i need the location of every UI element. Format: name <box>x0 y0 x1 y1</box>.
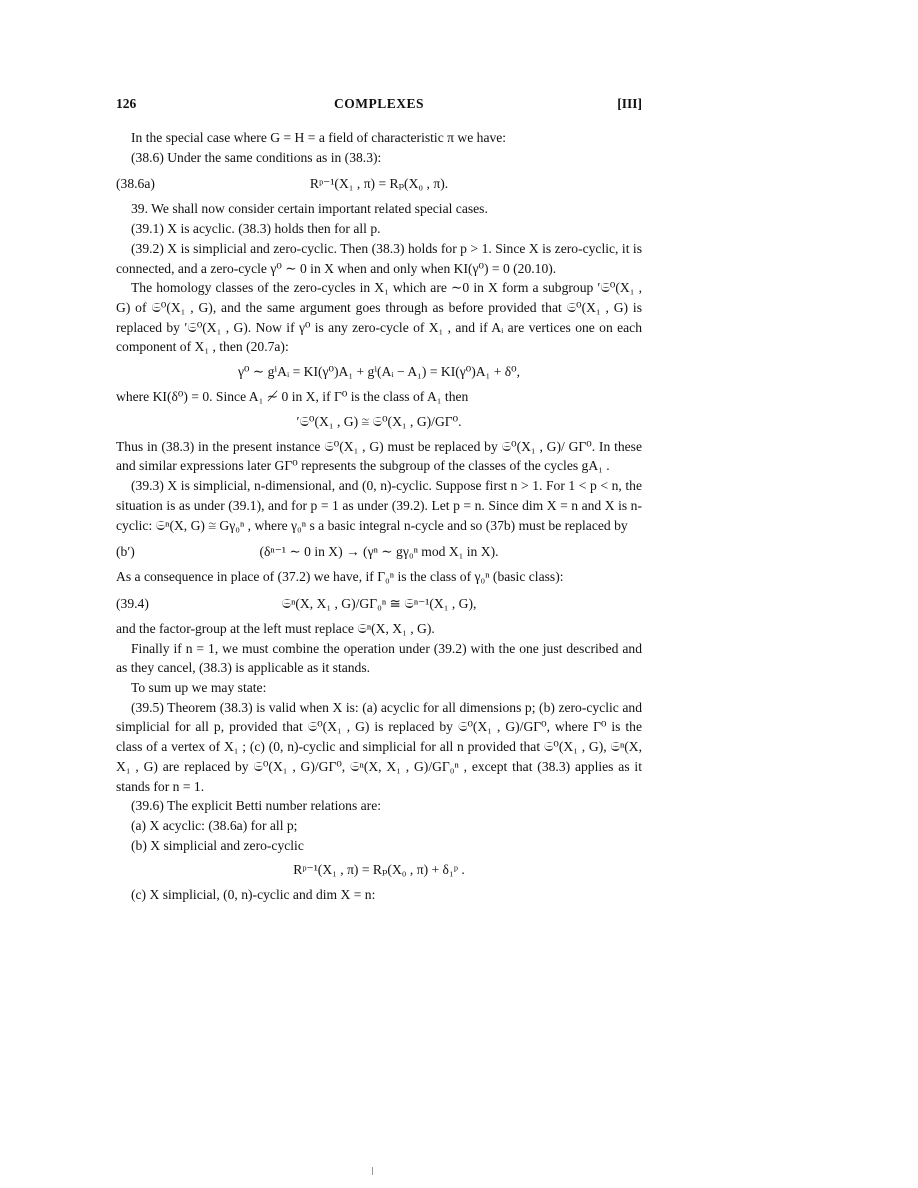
paragraph: where KI(δ⁰) = 0. Since A₁ ≁ 0 in X, if Γ⁰ is the class of A₁ then <box>116 389 469 405</box>
equation-39-4 <box>116 587 642 619</box>
page-header <box>116 96 642 118</box>
equation-tag: (b′) <box>116 544 135 560</box>
equation-38-6a <box>116 167 642 199</box>
equation-b-prime <box>116 535 642 567</box>
page-number: 126 <box>116 96 137 111</box>
paragraph: Thus in (38.3) in the present instance 𝔖⁰(X₁ , G) must be replaced by 𝔖⁰(X₁ , G)/ GΓ⁰. In these and similar expressions later GΓ⁰ represents the subgroup of the classes of the cycles gA₁ . <box>116 438 642 474</box>
page-mark <box>372 1167 373 1175</box>
page-body <box>116 128 642 905</box>
paragraph: 39. We shall now consider certain important related special cases. <box>131 201 488 217</box>
case-39-2: (39.2) X is simplicial and zero-cyclic. Then (38.3) holds for p > 1. Since X is zero-cyclic, it is connected, and a zero-cycle γ⁰ ∼ 0 in X when and only when KI(γ⁰) = 0 (20.10). <box>116 240 642 276</box>
paragraph: Finally if n = 1, we must combine the operation under (39.2) with the one just described and as they cancel, (38.3) is applicable as it stands. <box>116 640 642 676</box>
paragraph: (39.6) The explicit Betti number relations are: <box>131 798 382 814</box>
theorem-39-5: (39.5) Theorem (38.3) is valid when X is: (a) acyclic for all dimensions p; (b) zero-cyclic and simplicial for all p, provided that 𝔖⁰(X₁ , G) is replaced by 𝔖⁰(X₁ , G)/GΓ⁰, where Γ⁰ is the class of a vertex of X₁ ; (c) (0, n)-cyclic and simplicial for all n provided that 𝔖⁰(X₁ , G), 𝔖ⁿ(X, X₁ , G) are replaced by 𝔖⁰(X₁ , G)/GΓ⁰, 𝔖ⁿ(X, X₁ , G)/GΓ₀ⁿ , except that (38.3) applies as it stands for n = 1. <box>116 699 642 794</box>
equation-tag: (38.6a) <box>116 176 155 192</box>
equation-betti-b: Rᵖ⁻¹(X₁ , π) = Rₚ(X₀ , π) + δ₁ᵖ . <box>293 862 465 878</box>
proposition-38-6: (38.6) Under the same conditions as in (38.3): <box>131 149 382 165</box>
equation-20-7a: γ⁰ ∼ gⁱAᵢ = KI(γ⁰)A₁ + gⁱ(Aᵢ − A₁) = KI(γ⁰)A₁ + δ⁰, <box>237 364 521 380</box>
list-item: (a) X acyclic: (38.6a) for all p; <box>131 817 298 833</box>
case-39-3: (39.3) X is simplicial, n-dimensional, and (0, n)-cyclic. Suppose first n > 1. For 1 < p < n, the situation is as under (39.1), and for p = 1 as under (39.2). Let p = n. Since dim X = n and X is n-cyclic: 𝔖ⁿ(X, G) ≅ Gγ₀ⁿ , where γ₀ⁿ s a basic integral n-cycle and so (37b) must be replaced by <box>116 478 642 533</box>
list-item: (b) X simplicial and zero-cyclic <box>131 837 304 853</box>
equation: 𝔖ⁿ(X, X₁ , G)/GΓ₀ⁿ ≅ 𝔖ⁿ⁻¹(X₁ , G), <box>281 595 477 611</box>
page <box>116 96 642 905</box>
paragraph: To sum up we may state: <box>131 680 267 696</box>
equation: Rᵖ⁻¹(X₁ , π) = Rₚ(X₀ , π). <box>309 176 449 192</box>
paragraph: The homology classes of the zero-cycles in X₁ which are ∼0 in X form a subgroup ′𝔖⁰(X₁ , G) of 𝔖⁰(X₁ , G), and the same argument goes through as before provided that 𝔖⁰(X₁ , G) is replaced by ′𝔖⁰(X₁ , G). Now if γ⁰ is any zero-cycle of X₁ , and if Aᵢ are vertices one on each component of X₁ , then (20.7a): <box>116 280 642 355</box>
equation-isomorphism: ′𝔖⁰(X₁ , G) ≅ 𝔖⁰(X₁ , G)/GΓ⁰. <box>296 413 462 429</box>
running-title: COMPLEXES <box>333 96 424 111</box>
paragraph: As a consequence in place of (37.2) we have, if Γ₀ⁿ is the class of γ₀ⁿ (basic class): <box>116 569 564 585</box>
list-item: (c) X simplicial, (0, n)-cyclic and dim X = n: <box>131 887 376 903</box>
paragraph: In the special case where G = H = a field of characteristic π we have: <box>131 130 507 145</box>
chapter-label: [III] <box>617 96 642 111</box>
case-39-1: (39.1) X is acyclic. (38.3) holds then for all p. <box>131 221 381 237</box>
paragraph: and the factor-group at the left must replace 𝔖ⁿ(X, X₁ , G). <box>116 620 435 636</box>
equation: (δⁿ⁻¹ ∼ 0 in X) → (γⁿ ∼ gγ₀ⁿ mod X₁ in X). <box>259 544 499 560</box>
equation-tag: (39.4) <box>116 595 149 611</box>
